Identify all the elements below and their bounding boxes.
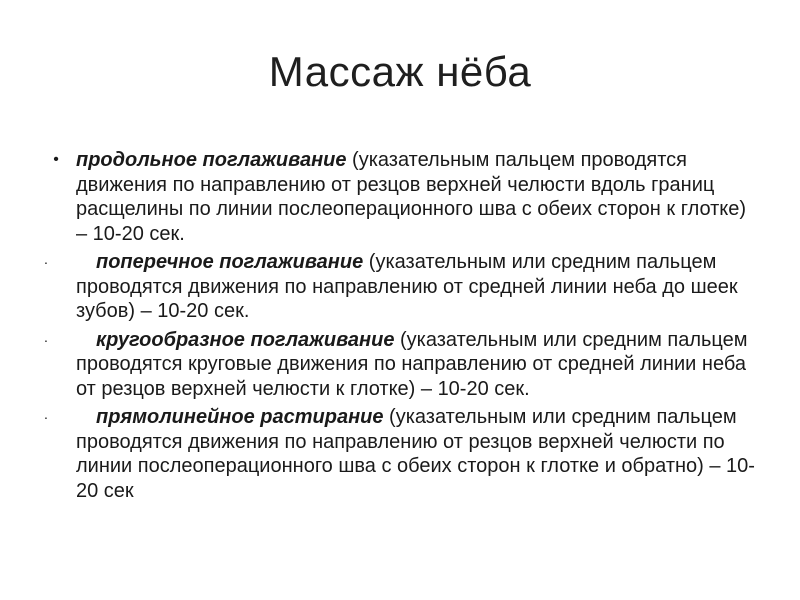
bullet-marker: · — [43, 331, 49, 348]
bullet-text: (указательным или средним пальцем проводятся круговые движения по направлению от средней линии неба от резцов верхней челюсти к глотке) – 10-20 сек. — [76, 328, 748, 400]
bullet-list — [0, 148, 800, 507]
bullet-term: прямолинейное растирание — [96, 406, 384, 428]
bullet-item — [0, 405, 800, 503]
slide-title: Массаж нёба — [268, 48, 532, 95]
bullet-marker: · — [43, 409, 49, 425]
bullet-term: кругообразное поглаживание — [96, 328, 395, 351]
bullet-text: (указательным или средним пальцем проводятся движения по направлению от средней линии неба до шеек зубов) – 10-20 сек. — [76, 251, 738, 322]
bullet-item — [0, 148, 800, 246]
bullet-item — [0, 250, 800, 324]
bullet-text: (указательным или средним пальцем проводятся движения по направлению от резцов верхней челюсти по линии послеоперационного шва с обеих сторон к глотке и обратно) – 10-20 сек — [76, 406, 755, 502]
bullet-marker: · — [43, 254, 49, 270]
bullet-item — [0, 328, 800, 402]
bullet-marker: • — [53, 151, 59, 168]
bullet-term: продольное поглаживание — [76, 149, 347, 171]
bullet-term: поперечное поглаживание — [96, 251, 364, 273]
bullet-text: (указательным пальцем проводятся движения по направлению от резцов верхней челюсти вдоль границ расщелины по линии послеоперационного шва с обеих сторон к глотке) – 10-20 сек. — [76, 149, 747, 245]
